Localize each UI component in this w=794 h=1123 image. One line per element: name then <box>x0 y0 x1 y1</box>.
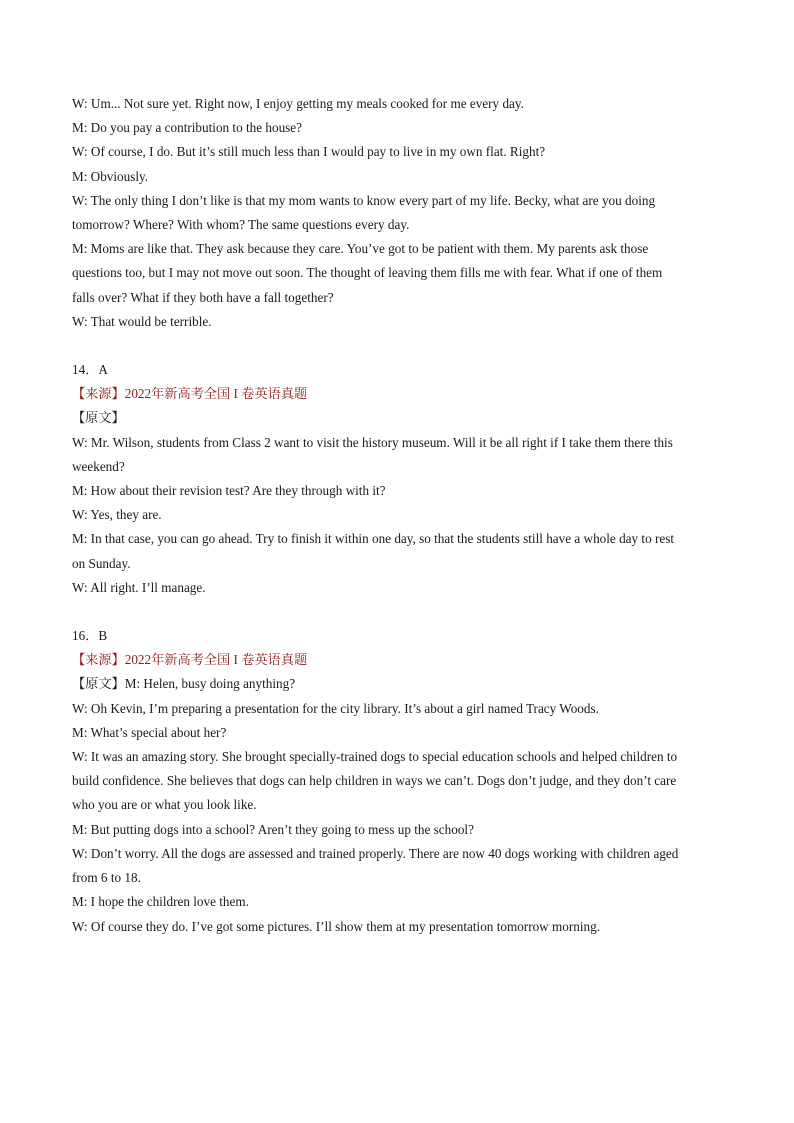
question-16-section <box>72 624 722 939</box>
answer-label: 16．B <box>72 628 108 644</box>
original-text-label: 【原文】 <box>72 410 125 426</box>
dialogue-line: W: Of course they do. I’ve got some pictures. I’ll show them at my presentation tomorrow morning. <box>72 918 600 934</box>
dialogue-line: W: Oh Kevin, I’m preparing a presentation for the city library. It’s about a girl named Tracy Woods. <box>72 700 599 716</box>
dialogue-line: questions too, but I may not move out soon. The thought of leaving them fills me with fear. What if one of them <box>72 265 663 281</box>
dialogue-line: W: All right. I’ll manage. <box>72 579 206 595</box>
original-text-line <box>72 672 722 696</box>
dialogue-line: weekend? <box>72 458 125 474</box>
dialogue-line: who you are or what you look like. <box>72 797 257 813</box>
dialogue-line: W: Don’t worry. All the dogs are assessed and trained properly. There are now 40 dogs working with children aged <box>72 845 679 861</box>
dialogue-line: M: How about their revision test? Are they through with it? <box>72 483 386 499</box>
dialogue-line: W: Yes, they are. <box>72 507 162 523</box>
section-gap <box>72 334 722 358</box>
dialogue-line: M: Do you pay a contribution to the house? <box>72 120 303 136</box>
dialogue-line: W: That would be terrible. <box>72 313 212 329</box>
document-page <box>72 92 722 939</box>
dialogue-line: W: The only thing I don’t like is that my mom wants to know every part of my life. Becky, what are you doing <box>72 192 656 208</box>
dialogue-section-continued <box>72 92 722 334</box>
dialogue-line: W: Mr. Wilson, students from Class 2 want to visit the history museum. Will it be all right if I take them there this <box>72 434 673 450</box>
dialogue-line: falls over? What if they both have a fall together? <box>72 289 334 305</box>
dialogue-line: build confidence. She believes that dogs can help children in ways we can’t. Dogs don’t judge, and they don’t care <box>72 773 677 789</box>
dialogue-line: tomorrow? Where? With whom? The same questions every day. <box>72 217 410 233</box>
dialogue-line: on Sunday. <box>72 555 131 571</box>
dialogue-line: M: Helen, busy doing anything? <box>124 676 296 692</box>
dialogue-line: W: It was an amazing story. She brought specially-trained dogs to special education schools and helped children to <box>72 749 678 765</box>
dialogue-line: M: Moms are like that. They ask because they care. You’ve got to be patient with them. My parents ask those <box>72 241 649 257</box>
question-14-section <box>72 358 722 600</box>
dialogue-line: W: Um... Not sure yet. Right now, I enjoy getting my meals cooked for me every day. <box>72 96 524 111</box>
source-label: 【来源】2022年新高考全国 I 卷英语真题 <box>72 386 308 402</box>
original-text-label: 【原文】 <box>72 676 125 692</box>
dialogue-line: M: What’s special about her? <box>72 724 227 740</box>
section-gap <box>72 600 722 624</box>
dialogue-line: M: I hope the children love them. <box>72 894 249 910</box>
dialogue-line: W: Of course, I do. But it’s still much less than I would pay to live in my own flat. Right? <box>72 144 546 160</box>
answer-label: 14．A <box>72 362 108 378</box>
dialogue-line: M: Obviously. <box>72 168 149 184</box>
source-label: 【来源】2022年新高考全国 I 卷英语真题 <box>72 652 308 668</box>
dialogue-line: from 6 to 18. <box>72 870 141 886</box>
dialogue-line: M: But putting dogs into a school? Aren’t they going to mess up the school? <box>72 821 474 837</box>
dialogue-line: M: In that case, you can go ahead. Try to finish it within one day, so that the students still have a whole day to rest <box>72 531 675 547</box>
